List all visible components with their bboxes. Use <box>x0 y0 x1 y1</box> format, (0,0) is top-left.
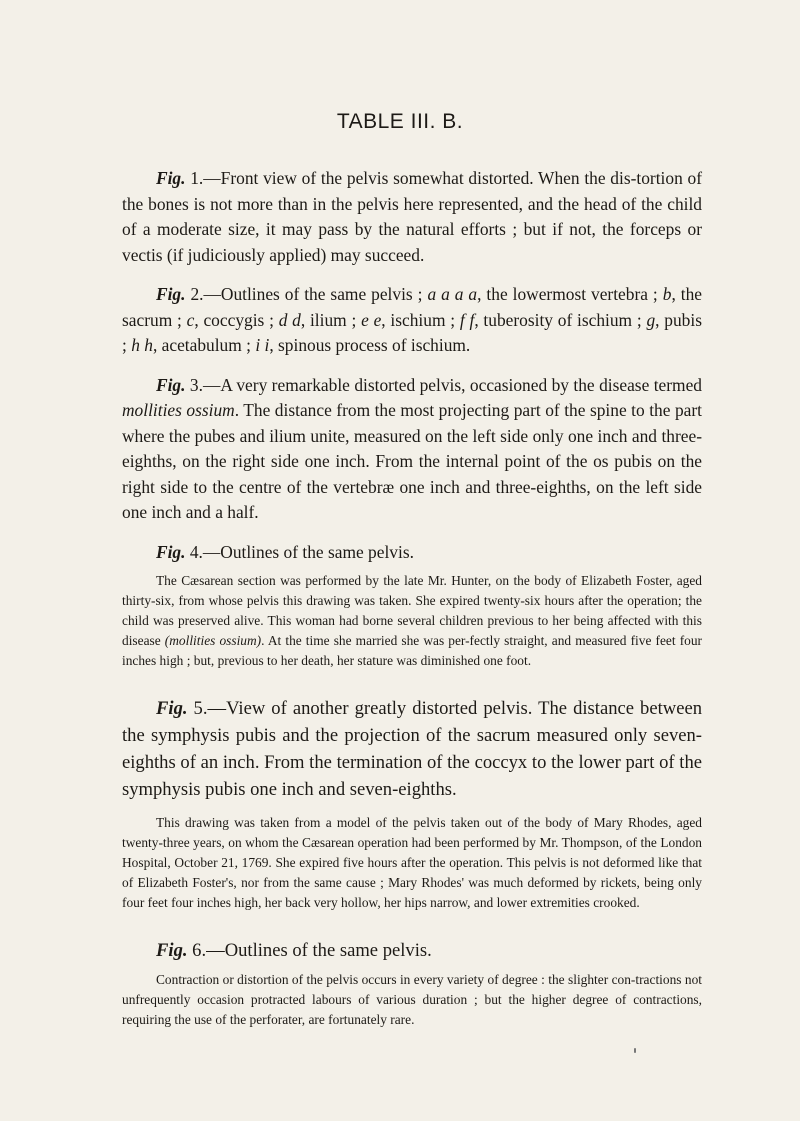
page-body <box>122 166 702 1054</box>
fig-2-letter: f f <box>459 309 475 330</box>
fig-5-note-text: This drawing was taken from a model of the pelvis taken out of the body of Mary Rhodes, aged twenty-three years, on whom the Cæsarean operation had been performed by Mr. Thompson, of the London Hospital, October 21, 1769. She expired five hours after the operation. This pelvis is not deformed like that of Elizabeth Foster's, nor from the same cause ; Mary Rhodes' was much deformed by rickets, being only four feet four inches high, her back very hollow, her hips narrow, and lower extremities crooked. <box>122 815 702 910</box>
fig-2-text: , the lowermost vertebra ; <box>477 284 663 304</box>
fig-4-note <box>122 571 702 671</box>
fig-4-note-term: (mollities ossium) <box>164 633 262 648</box>
fig-2-letter: a a a a <box>427 284 478 304</box>
page-title: TABLE III. B. <box>336 110 464 133</box>
fig-2-paragraph <box>122 282 702 359</box>
fig-2-text: , acetabulum ; <box>152 335 256 355</box>
fig-2-text: , coccygis ; <box>194 309 279 330</box>
fig-1-label: Fig. <box>156 168 186 188</box>
fig-2-text: 2.—Outlines of the same pelvis ; <box>185 284 428 304</box>
fig-2-text: , pubis ; <box>122 309 702 355</box>
fig-4-note-text: . At the time she married she was per-fectly straight, and measured five feet four inches high ; but, previous to her death, her stature was diminished one foot. <box>122 633 702 668</box>
fig-4-paragraph <box>122 540 702 566</box>
fig-5-paragraph <box>122 695 702 803</box>
fig-2-label: Fig. <box>156 284 186 304</box>
fig-5-label: Fig. <box>156 698 188 719</box>
fig-6-note-text: Contraction or distortion of the pelvis occurs in every variety of degree : the slighter con-tractions not unfrequently occasion protracted labours of various duration ; but the higher degree of contractions, requiring the use of the perforater, are fortunately rare. <box>122 972 702 1027</box>
fig-5-note <box>122 813 702 913</box>
fig-4-label: Fig. <box>156 541 186 562</box>
fig-3-label: Fig. <box>156 374 186 395</box>
fig-2-text: , ischium ; <box>381 309 460 330</box>
fig-2-letter: e e <box>361 309 382 330</box>
fig-1-paragraph <box>122 166 702 268</box>
fig-2-letter: i i <box>255 335 270 355</box>
fig-6-label: Fig. <box>156 940 188 961</box>
fig-2-letter: g <box>646 309 656 330</box>
fig-6-note <box>122 970 702 1030</box>
fig-3-term: mollities ossium <box>122 400 235 420</box>
fig-2-letter: d d <box>278 309 301 330</box>
fig-2-letter: h h <box>131 335 153 355</box>
fig-2-text: , the sacrum ; <box>122 284 702 330</box>
fig-6-text: 6.—Outlines of the same pelvis. <box>187 940 432 961</box>
fig-3-text: . The distance from the most projecting part of the spine to the part where the pubes and ilium unite, measured on the left side only one inch and three-eighths, on the right side one inch. From the internal point of the os pubis on the right side to the centre of the vertebræ one inch and three-eighths, on the left side one inch and a half. <box>122 400 702 522</box>
fig-3-paragraph <box>122 373 702 526</box>
fig-2-text: , ilium ; <box>300 309 362 330</box>
fig-4-text: 4.—Outlines of the same pelvis. <box>185 541 414 562</box>
paper-speck <box>634 1048 636 1053</box>
fig-6-paragraph <box>122 937 702 964</box>
fig-1-text: 1.—Front view of the pelvis somewhat distorted. When the dis-tortion of the bones is not more than in the pelvis here represented, and the head of the child of a moderate size, it may pass by the natural efforts ; but if not, the forceps or vectis (if judiciously applied) may succeed. <box>122 168 702 265</box>
fig-2-text: , tuberosity of ischium ; <box>474 309 647 330</box>
fig-2-letter: c <box>186 309 195 330</box>
fig-4-note-text: The Cæsarean section was performed by the late Mr. Hunter, on the body of Elizabeth Foster, aged thirty-six, from whose pelvis this drawing was taken. She expired twenty-six hours after the operation; the child was preserved alive. This woman had borne several children previous to her being affected with this disease <box>122 573 702 648</box>
fig-5-text: 5.—View of another greatly distorted pelvis. The distance between the symphysis pubis and the projection of the sacrum measured only seven-eighths of an inch. From the termination of the coccyx to the lower part of the symphysis pubis one inch and seven-eighths. <box>122 698 702 800</box>
fig-2-text: , spinous process of ischium. <box>269 335 471 355</box>
fig-3-text: 3.—A very remarkable distorted pelvis, occasioned by the disease termed <box>185 374 702 395</box>
fig-2-letter: b <box>662 284 672 304</box>
